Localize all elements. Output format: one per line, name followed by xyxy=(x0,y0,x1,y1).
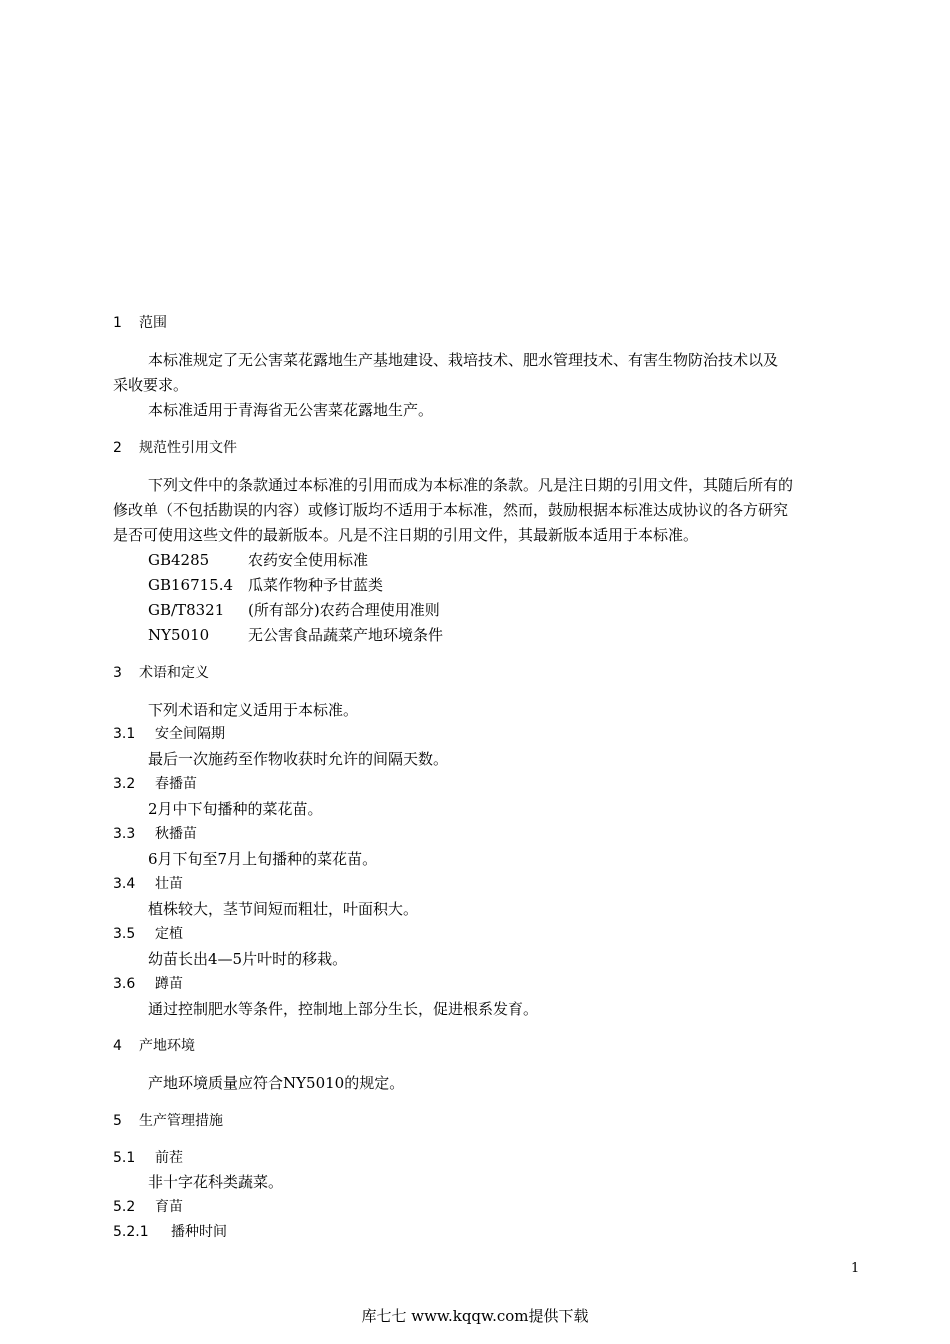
term-number: 3.6 xyxy=(113,976,136,992)
section-number: 3 xyxy=(113,665,122,681)
subsection-number: 5.2 xyxy=(113,1199,136,1215)
term-definition: 幼苗长出4—5片叶时的移栽。 xyxy=(148,950,348,968)
reference-title: 无公害食品蔬菜产地环境条件 xyxy=(248,626,444,644)
term-name: 安全间隔期 xyxy=(155,726,225,742)
section-heading-terms xyxy=(113,666,209,680)
section-title: 产地环境 xyxy=(139,1038,195,1054)
section-number: 5 xyxy=(113,1113,122,1129)
term-heading xyxy=(113,927,183,941)
terms-intro: 下列术语和定义适用于本标准。 xyxy=(148,701,359,719)
section-title: 生产管理措施 xyxy=(139,1113,223,1129)
section-number: 1 xyxy=(113,315,122,331)
previous-crop-text: 非十字花科类蔬菜。 xyxy=(148,1173,284,1191)
scope-paragraph-line: 本标准规定了无公害菜花露地生产基地建设、栽培技术、肥水管理技术、有害生物防治技术以及 xyxy=(148,351,779,369)
references-intro-line: 下列文件中的条款通过本标准的引用而成为本标准的条款。凡是注日期的引用文件，其随后所有的 xyxy=(148,476,794,494)
term-name: 蹲苗 xyxy=(155,976,183,992)
subsection-heading-sowing-time xyxy=(113,1225,227,1239)
section-heading-scope xyxy=(113,316,167,330)
subsection-title: 播种时间 xyxy=(171,1224,227,1240)
subsection-title: 前茬 xyxy=(155,1150,183,1166)
scope-applicability: 本标准适用于青海省无公害菜花露地生产。 xyxy=(148,401,434,419)
term-definition: 6月下旬至7月上旬播种的菜花苗。 xyxy=(148,850,378,868)
scope-paragraph-line: 采收要求。 xyxy=(113,376,189,394)
references-intro-line: 修改单（不包括勘误的内容）或修订版均不适用于本标准，然而，鼓励根据本标准达成协议的各方研究 xyxy=(113,501,789,519)
reference-title: (所有部分)农药合理使用准则 xyxy=(248,601,440,619)
page-number: 1 xyxy=(851,1261,860,1276)
download-footer: 库七七 www.kqqw.com提供下载 xyxy=(361,1307,589,1325)
reference-code: GB4285 xyxy=(148,551,210,569)
term-heading xyxy=(113,977,183,991)
subsection-title: 育苗 xyxy=(155,1199,183,1215)
reference-title: 农药安全使用标准 xyxy=(248,551,369,569)
term-definition: 植株较大，茎节间短而粗壮，叶面积大。 xyxy=(148,900,419,918)
subsection-number: 5.2.1 xyxy=(113,1224,149,1240)
reference-code: GB16715.4 xyxy=(148,576,234,594)
subsection-heading-seedling xyxy=(113,1200,183,1214)
term-name: 秋播苗 xyxy=(155,826,197,842)
term-number: 3.2 xyxy=(113,776,136,792)
section-title: 术语和定义 xyxy=(139,665,209,681)
section-heading-references xyxy=(113,441,237,455)
subsection-number: 5.1 xyxy=(113,1150,136,1166)
section-heading-environment xyxy=(113,1039,195,1053)
section-title: 范围 xyxy=(139,315,167,331)
references-intro-line: 是否可使用这些文件的最新版本。凡是不注日期的引用文件，其最新版本适用于本标准。 xyxy=(113,526,699,544)
term-name: 春播苗 xyxy=(155,776,197,792)
term-number: 3.1 xyxy=(113,726,136,742)
section-title: 规范性引用文件 xyxy=(139,440,237,456)
reference-code: GB/T8321 xyxy=(148,601,225,619)
term-name: 壮苗 xyxy=(155,876,183,892)
subsection-heading-previous-crop xyxy=(113,1151,183,1165)
reference-code: NY5010 xyxy=(148,626,210,644)
section-number: 2 xyxy=(113,440,122,456)
term-heading xyxy=(113,777,197,791)
environment-text: 产地环境质量应符合NY5010的规定。 xyxy=(148,1074,405,1092)
term-definition: 最后一次施药至作物收获时允许的间隔天数。 xyxy=(148,750,449,768)
term-heading xyxy=(113,727,225,741)
term-number: 3.4 xyxy=(113,876,136,892)
term-heading xyxy=(113,827,197,841)
term-definition: 2月中下旬播种的菜花苗。 xyxy=(148,800,323,818)
reference-title: 瓜菜作物种予甘蓝类 xyxy=(248,576,384,594)
term-number: 3.3 xyxy=(113,826,136,842)
term-definition: 通过控制肥水等条件，控制地上部分生长，促进根系发育。 xyxy=(148,1000,539,1018)
term-heading xyxy=(113,877,183,891)
section-number: 4 xyxy=(113,1038,122,1054)
term-number: 3.5 xyxy=(113,926,136,942)
section-heading-production xyxy=(113,1114,223,1128)
term-name: 定植 xyxy=(155,926,183,942)
